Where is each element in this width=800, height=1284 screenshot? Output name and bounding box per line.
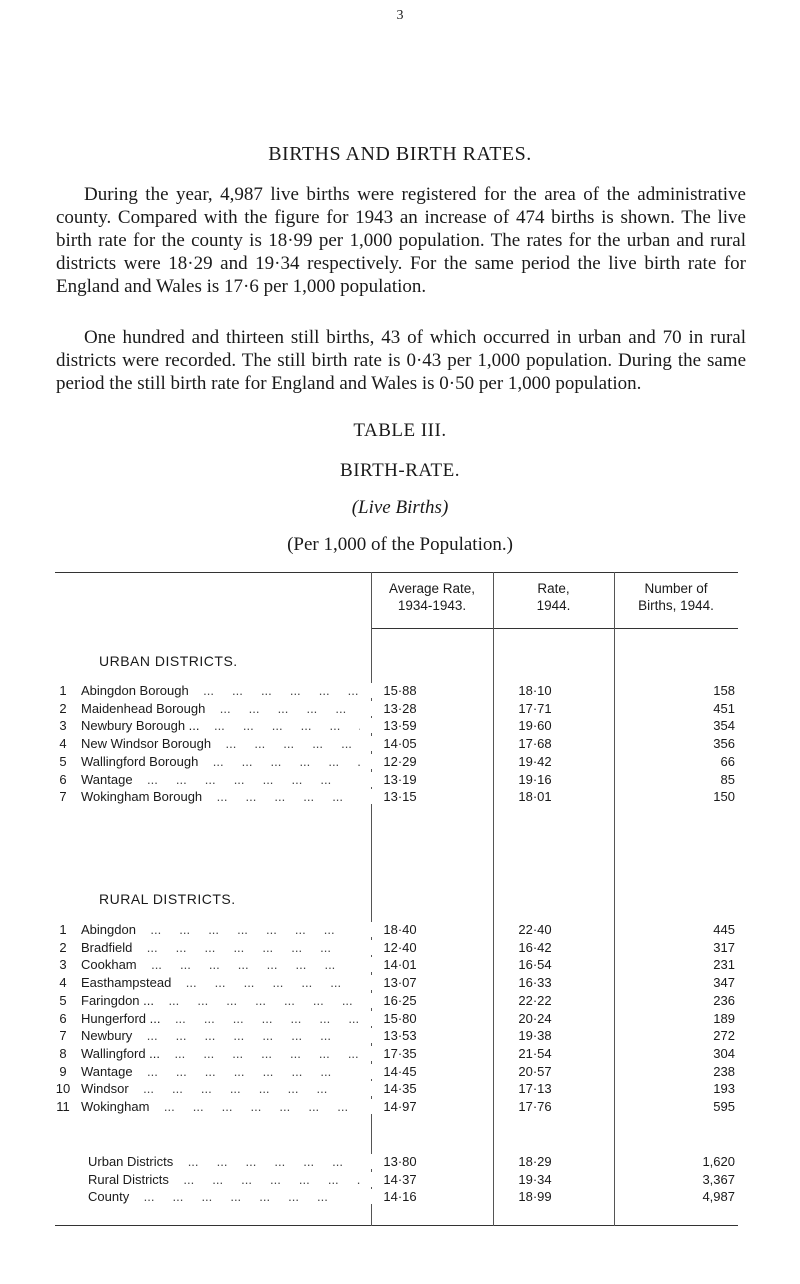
district-name: Abingdon ... — [81, 922, 391, 937]
district-name: Abingdon Borough ... — [81, 683, 391, 698]
district-name: Hungerford ... ... — [81, 1011, 391, 1026]
average-rate-cell: 14·05 — [360, 736, 440, 751]
district-name: Easthampstead ... — [81, 975, 391, 990]
row-number: 4 — [59, 736, 67, 752]
rate-1944-cell: 17·68 — [518, 736, 552, 752]
births-cell: 304 — [713, 1045, 735, 1061]
row-number: 2 — [59, 700, 67, 716]
header-births-line2: Births, 1944. — [638, 598, 714, 613]
average-rate-cell: 14·16 — [360, 1189, 440, 1204]
rate-1944-cell: 18·99 — [518, 1189, 552, 1205]
table-subtitle: (Live Births) — [351, 497, 449, 518]
births-cell: 272 — [713, 1028, 735, 1044]
row-number: 1 — [59, 922, 67, 937]
row-number: 5 — [59, 753, 67, 769]
rate-1944-cell: 21·54 — [518, 1045, 552, 1061]
rate-1944-cell: 16·33 — [518, 975, 552, 991]
rate-1944-cell: 18·29 — [518, 1154, 552, 1169]
row-number: 3 — [59, 957, 67, 973]
rural-section-title: RURAL DISTRICTS. — [99, 891, 236, 907]
table-top-rule — [55, 572, 738, 573]
district-name: Rural Districts ... — [88, 1172, 398, 1187]
district-name: Wokingham ... — [81, 1099, 391, 1114]
table-row — [55, 754, 738, 771]
row-number: 7 — [59, 789, 67, 805]
births-cell: 4,987 — [702, 1189, 735, 1205]
row-number: 6 — [59, 771, 67, 787]
births-cell: 317 — [713, 939, 735, 955]
average-rate-cell: 14·35 — [360, 1081, 440, 1096]
header-births-line1: Number of — [644, 581, 708, 596]
births-cell: 66 — [720, 753, 735, 769]
births-cell: 347 — [713, 975, 735, 991]
header-bottom-rule — [371, 628, 738, 629]
births-cell: 451 — [713, 700, 735, 716]
births-cell: 238 — [713, 1063, 735, 1079]
average-rate-cell: 13·28 — [360, 701, 440, 716]
row-number: 5 — [59, 992, 67, 1008]
table-bottom-rule — [55, 1225, 738, 1226]
row-number: 11 — [56, 1099, 70, 1114]
births-cell: 193 — [713, 1081, 735, 1097]
rate-1944-cell: 17·13 — [518, 1081, 552, 1097]
column-divider-2 — [493, 572, 494, 1226]
birth-rate-table — [55, 572, 738, 1227]
column-divider-3 — [614, 572, 615, 1226]
district-name: New Windsor Borough ... — [81, 736, 391, 751]
district-name: Wokingham Borough ... — [81, 789, 391, 804]
table-row — [55, 1028, 738, 1045]
table-row — [55, 1172, 738, 1189]
table-row — [55, 1081, 738, 1098]
paragraph-still-births: One hundred and thirteen still births, 43 of which occurred in urban and 70 in rural districts were recorded. The still birth rate is 0·43 per 1,000 population. During the same period the still birth rate for England and Wales is 0·50 per 1,000 population. — [56, 327, 746, 394]
row-number: 2 — [59, 939, 67, 955]
table-row — [55, 1046, 738, 1063]
header-rate-line2: 1944. — [536, 598, 571, 613]
row-number: 7 — [59, 1028, 67, 1044]
average-rate-cell: 13·59 — [360, 718, 440, 733]
rate-1944-cell: 19·38 — [518, 1028, 552, 1044]
average-rate-cell: 15·88 — [360, 683, 440, 698]
rate-1944-cell: 18·10 — [518, 683, 552, 698]
row-number: 9 — [59, 1063, 67, 1079]
row-number: 10 — [55, 1081, 71, 1097]
district-name: Wallingford Borough ... — [81, 754, 391, 769]
table-row — [55, 683, 738, 700]
district-name: Windsor ... — [81, 1081, 391, 1096]
rate-1944-cell: 20·57 — [518, 1063, 552, 1079]
row-number: 1 — [59, 683, 67, 698]
rate-1944-cell: 20·24 — [518, 1010, 552, 1026]
births-cell: 3,367 — [702, 1171, 735, 1187]
births-cell: 150 — [713, 789, 735, 805]
column-divider-1 — [371, 572, 372, 1226]
district-name: Wantage ... — [81, 772, 391, 787]
table-row — [55, 1189, 738, 1206]
average-rate-cell: 13·15 — [360, 789, 440, 804]
table-row — [55, 1154, 738, 1171]
table-row — [55, 718, 738, 735]
average-rate-cell: 17·35 — [360, 1046, 440, 1061]
average-rate-cell: 13·53 — [360, 1028, 440, 1043]
header-average-line1: Average Rate, — [388, 581, 476, 596]
district-name: Urban Districts ... — [88, 1154, 398, 1169]
births-cell: 231 — [713, 957, 735, 973]
district-name: Bradfield ... — [81, 940, 391, 955]
row-number: 6 — [59, 1010, 67, 1026]
average-rate-cell: 14·45 — [360, 1064, 440, 1079]
header-rate-line1: Rate, — [537, 581, 570, 596]
table-row — [55, 772, 738, 789]
rate-1944-cell: 19·60 — [518, 718, 552, 734]
table-row — [55, 993, 738, 1010]
births-cell: 595 — [713, 1099, 735, 1114]
average-rate-cell: 12·40 — [360, 940, 440, 955]
table-row — [55, 736, 738, 753]
header-births — [614, 580, 738, 614]
urban-section-title: URBAN DISTRICTS. — [99, 653, 238, 669]
row-number: 3 — [59, 718, 67, 734]
table-title: BIRTH-RATE. — [340, 460, 460, 481]
district-name: Newbury Borough ... ... — [81, 718, 391, 733]
district-name: Cookham ... — [81, 957, 391, 972]
table-row — [55, 701, 738, 718]
rate-1944-cell: 16·54 — [518, 957, 552, 973]
average-rate-cell: 18·40 — [360, 922, 440, 937]
table-row — [55, 957, 738, 974]
births-cell: 354 — [713, 718, 735, 734]
births-cell: 85 — [720, 771, 735, 787]
district-name: County ... — [88, 1189, 398, 1204]
rate-1944-cell: 16·42 — [518, 939, 552, 955]
rate-1944-cell: 22·40 — [518, 922, 552, 937]
rate-1944-cell: 19·42 — [518, 753, 552, 769]
average-rate-cell: 15·80 — [360, 1011, 440, 1026]
average-rate-cell: 12·29 — [360, 754, 440, 769]
paragraph-live-births: During the year, 4,987 live births were registered for the area of the administrative county. Compared with the figure for 1943 an increase of 474 births is shown. The live birth rate for the county is 18·99 per 1,000 population. The rates for the urban and rural districts were 18·29 and 19·34 respectively. For the same period the live birth rate for England and Wales is 17·6 per 1,000 population. — [56, 184, 746, 297]
rate-1944-cell: 19·16 — [518, 771, 552, 787]
table-label: TABLE III. — [353, 420, 447, 441]
births-cell: 236 — [713, 992, 735, 1008]
table-row — [55, 940, 738, 957]
header-average-line2: 1934-1943. — [397, 598, 467, 613]
header-average-rate — [371, 580, 493, 614]
table-row — [55, 975, 738, 992]
rate-1944-cell: 19·34 — [518, 1171, 552, 1187]
table-row — [55, 1099, 738, 1116]
table-row — [55, 789, 738, 806]
average-rate-cell: 14·01 — [360, 957, 440, 972]
rate-1944-cell: 17·76 — [518, 1099, 552, 1114]
district-name: Wantage ... — [81, 1064, 391, 1079]
births-cell: 189 — [713, 1010, 735, 1026]
births-cell: 1,620 — [702, 1154, 735, 1169]
header-rate — [493, 580, 614, 614]
births-cell: 158 — [713, 683, 735, 698]
average-rate-cell: 14·37 — [360, 1172, 440, 1187]
row-number: 4 — [59, 975, 67, 991]
table-row — [55, 1064, 738, 1081]
rate-1944-cell: 17·71 — [518, 700, 552, 716]
births-cell: 356 — [713, 736, 735, 752]
average-rate-cell: 16·25 — [360, 993, 440, 1008]
rate-1944-cell: 22·22 — [518, 992, 552, 1008]
district-name: Wallingford ... ... — [81, 1046, 391, 1061]
table-row — [55, 1011, 738, 1028]
district-name: Newbury ... — [81, 1028, 391, 1043]
district-name: Faringdon ... ... — [81, 993, 391, 1008]
average-rate-cell: 13·07 — [360, 975, 440, 990]
page-heading: BIRTHS AND BIRTH RATES. — [268, 143, 532, 165]
average-rate-cell: 13·80 — [360, 1154, 440, 1169]
district-name: Maidenhead Borough ... — [81, 701, 391, 716]
rate-1944-cell: 18·01 — [518, 789, 552, 805]
table-row — [55, 922, 738, 939]
row-number: 8 — [59, 1045, 67, 1061]
average-rate-cell: 14·97 — [360, 1099, 440, 1114]
average-rate-cell: 13·19 — [360, 772, 440, 787]
births-cell: 445 — [713, 922, 735, 937]
page-number: 3 — [396, 8, 404, 23]
table-note: (Per 1,000 of the Population.) — [287, 534, 513, 555]
